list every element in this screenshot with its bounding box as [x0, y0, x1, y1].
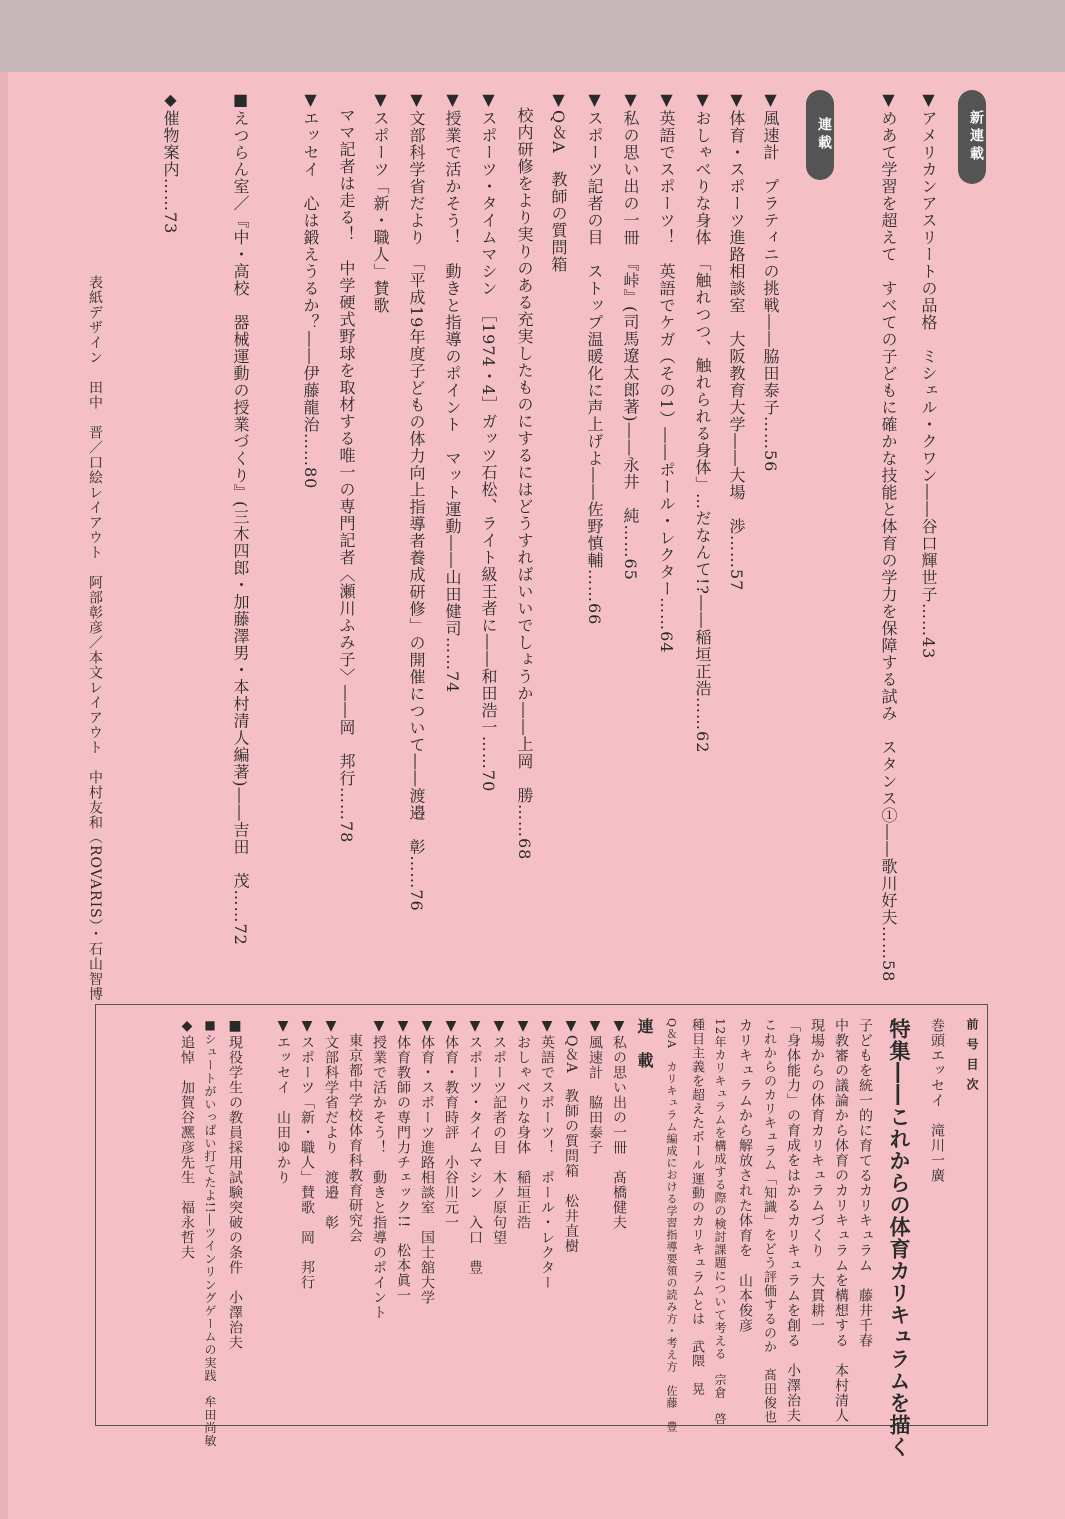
series-item-etsuranshitsu[interactable]: ■えつらん室／『中・高校 器械運動の授業づくり』(三木四郎・加藤澤男・本村清人編著)――吉田 茂……72 — [231, 90, 250, 946]
credits: 表紙デザイン 田中 晋／口絵レイアウト 阿部彰彦／本文レイアウト 中村友和（ROVARIS）・石山智博 — [87, 275, 103, 1002]
prev-line: ■現役学生の教員採用試験突破の条件 小澤治夫 — [227, 1018, 243, 1350]
prev-line: 12年カリキュラムを構成する際の検討課題について考える 宗倉 啓 — [713, 1018, 727, 1426]
prev-line: ▼体育・スポーツ進路相談室 国士舘大学 — [419, 1018, 435, 1305]
series-item-eigo[interactable]: ▼英語でスポーツ！ 英語でケガ（その1）――ポール・レクター……64 — [657, 90, 676, 654]
series-item-moyooshi[interactable]: ◆催物案内……73 — [161, 90, 180, 235]
scan-top-band — [0, 0, 1065, 72]
prev-line: ▼英語でスポーツ！ ポール・レクター — [539, 1018, 555, 1290]
series-item-kisha[interactable]: ▼スポーツ記者の目 ストップ温暖化に声上げよ――佐野慎輔……66 — [585, 90, 604, 626]
prev-line: 中教審の議論から体育のカリキュラムを構想する 本村清人 — [833, 1018, 849, 1423]
prev-line: ▼体育教師の専門力チェック!! 松本眞一 — [395, 1018, 411, 1304]
prev-line: ▼スポーツ記者の目 木ノ原句望 — [491, 1018, 507, 1245]
prev-line: 巻頭エッセイ 滝川一廣 — [929, 1018, 945, 1183]
prev-line: 「身体能力」の育成をはかるカリキュラムを創る 小澤治夫 — [785, 1018, 801, 1423]
series-item-shinro[interactable]: ▼体育・スポーツ進路相談室 大阪教育大学――大場 渉……57 — [727, 90, 746, 592]
series-item-timemachine[interactable]: ▼スポーツ・タイムマシン ［1974・4］ガッツ石松、ライト級王者に――和田浩一……70 — [479, 90, 498, 793]
series-item-qa[interactable]: ▼Q＆A 教師の質問箱 — [549, 90, 568, 273]
prev-line: ▼私の思い出の一冊 髙橋健夫 — [611, 1018, 627, 1230]
series-item-monbu[interactable]: ▼文部科学省だより 「平成19年度子どもの体力向上指導者養成研修」の開催について――渡邉 彰……76 — [407, 90, 426, 912]
series-item-qa-title[interactable]: 校内研修をより実りのある充実したものにするにはどうすればいいでしょうか――上岡 勝……68 — [515, 90, 534, 861]
prev-line: 東京都中学校体育科教育研究会 — [347, 1018, 363, 1243]
prev-line: これからのカリキュラム「知識」をどう評価するのか 髙田俊也 — [761, 1018, 776, 1424]
previous-issue-label: 前号目次 — [965, 1018, 979, 1098]
prev-line: ◆追悼 加賀谷凞彦先生 福永哲夫 — [179, 1018, 195, 1260]
prev-line: ■シュートがいっぱい打てたよ!!―ツインリングゲームの実践 牟田尚敏 — [203, 1018, 217, 1448]
series-item-fusokukei[interactable]: ▼風速計 プラティニの挑戦――脇田泰子……56 — [761, 90, 780, 473]
series-item-jugyo[interactable]: ▼授業で活かそう！ 動きと指導のポイント マット運動――山田健司……74 — [443, 90, 462, 694]
prev-line: ▼スポーツ「新・職人」賛歌 岡 邦行 — [299, 1018, 315, 1290]
prev-line: 種目主義を超えたボール運動のカリキュラムとは 武隈 晃 — [689, 1018, 704, 1396]
prev-line: カリキュラムから解放された体育を 山本俊彦 — [737, 1018, 753, 1333]
prev-feature-title: 特集――これからの体育カリキュラムを描く — [887, 1018, 911, 1458]
series-item-shokunin-title[interactable]: ママ記者は走る！ 中学硬式野球を取材する唯一の専門記者〈瀬川ふみ子〉――岡 邦行……78 — [337, 90, 356, 844]
series-item-omoide[interactable]: ▼私の思い出の一冊 『峠』(司馬遼太郎著)――永井 純……65 — [621, 90, 640, 581]
new-series-label: 新連載 — [958, 90, 986, 184]
series-item-oshaberi[interactable]: ▼おしゃべりな身体 「触れつつ、触れられる身体」…だなんて!?――稲垣正浩……62 — [693, 90, 712, 754]
prev-line: ▼スポーツ・タイムマシン 入口 豊 — [467, 1018, 483, 1275]
prev-line: ▼Q＆A 教師の質問箱 松井直樹 — [563, 1018, 579, 1254]
prev-line: ▼授業で活かそう！ 動きと指導のポイント — [371, 1018, 387, 1320]
prev-line: 現場からの体育カリキュラムづくり 大貫耕一 — [809, 1018, 825, 1333]
series-item-essay[interactable]: ▼エッセイ 心は鍛えうるか？――伊藤龍治……80 — [301, 90, 320, 490]
new-series-item-2[interactable]: ▼めあて学習を超えて すべての子どもに確かな技能と体育の学力を保障する試み スタンス①――歌川好夫……58 — [879, 90, 898, 983]
prev-line: ▼風速計 脇田泰子 — [587, 1018, 603, 1155]
prev-line: ▼文部科学省だより 渡邉 彰 — [323, 1018, 339, 1230]
prev-line: ▼エッセイ 山田ゆかり — [275, 1018, 291, 1185]
new-series-item-1[interactable]: ▼アメリカンアスリートの品格 ミシェル・クワン――谷口輝世子……43 — [919, 90, 938, 660]
prev-section-label: 連 載 — [635, 1018, 654, 1069]
prev-line: 子どもを統一的に育てるカリキュラム 藤井千春 — [857, 1018, 873, 1348]
prev-line: ▼おしゃべりな身体 稲垣正浩 — [515, 1018, 531, 1230]
series-item-shokunin[interactable]: ▼スポーツ「新・職人」賛歌 — [371, 90, 390, 314]
series-label: 連載 — [806, 90, 834, 180]
prev-line: ▼体育・教育時評 小谷川元一 — [443, 1018, 459, 1230]
page-edge — [0, 72, 8, 1519]
prev-line: Q＆A カリキュラム編成における学習指導要領の読み方・考え方 佐藤 豊 — [665, 1018, 678, 1433]
